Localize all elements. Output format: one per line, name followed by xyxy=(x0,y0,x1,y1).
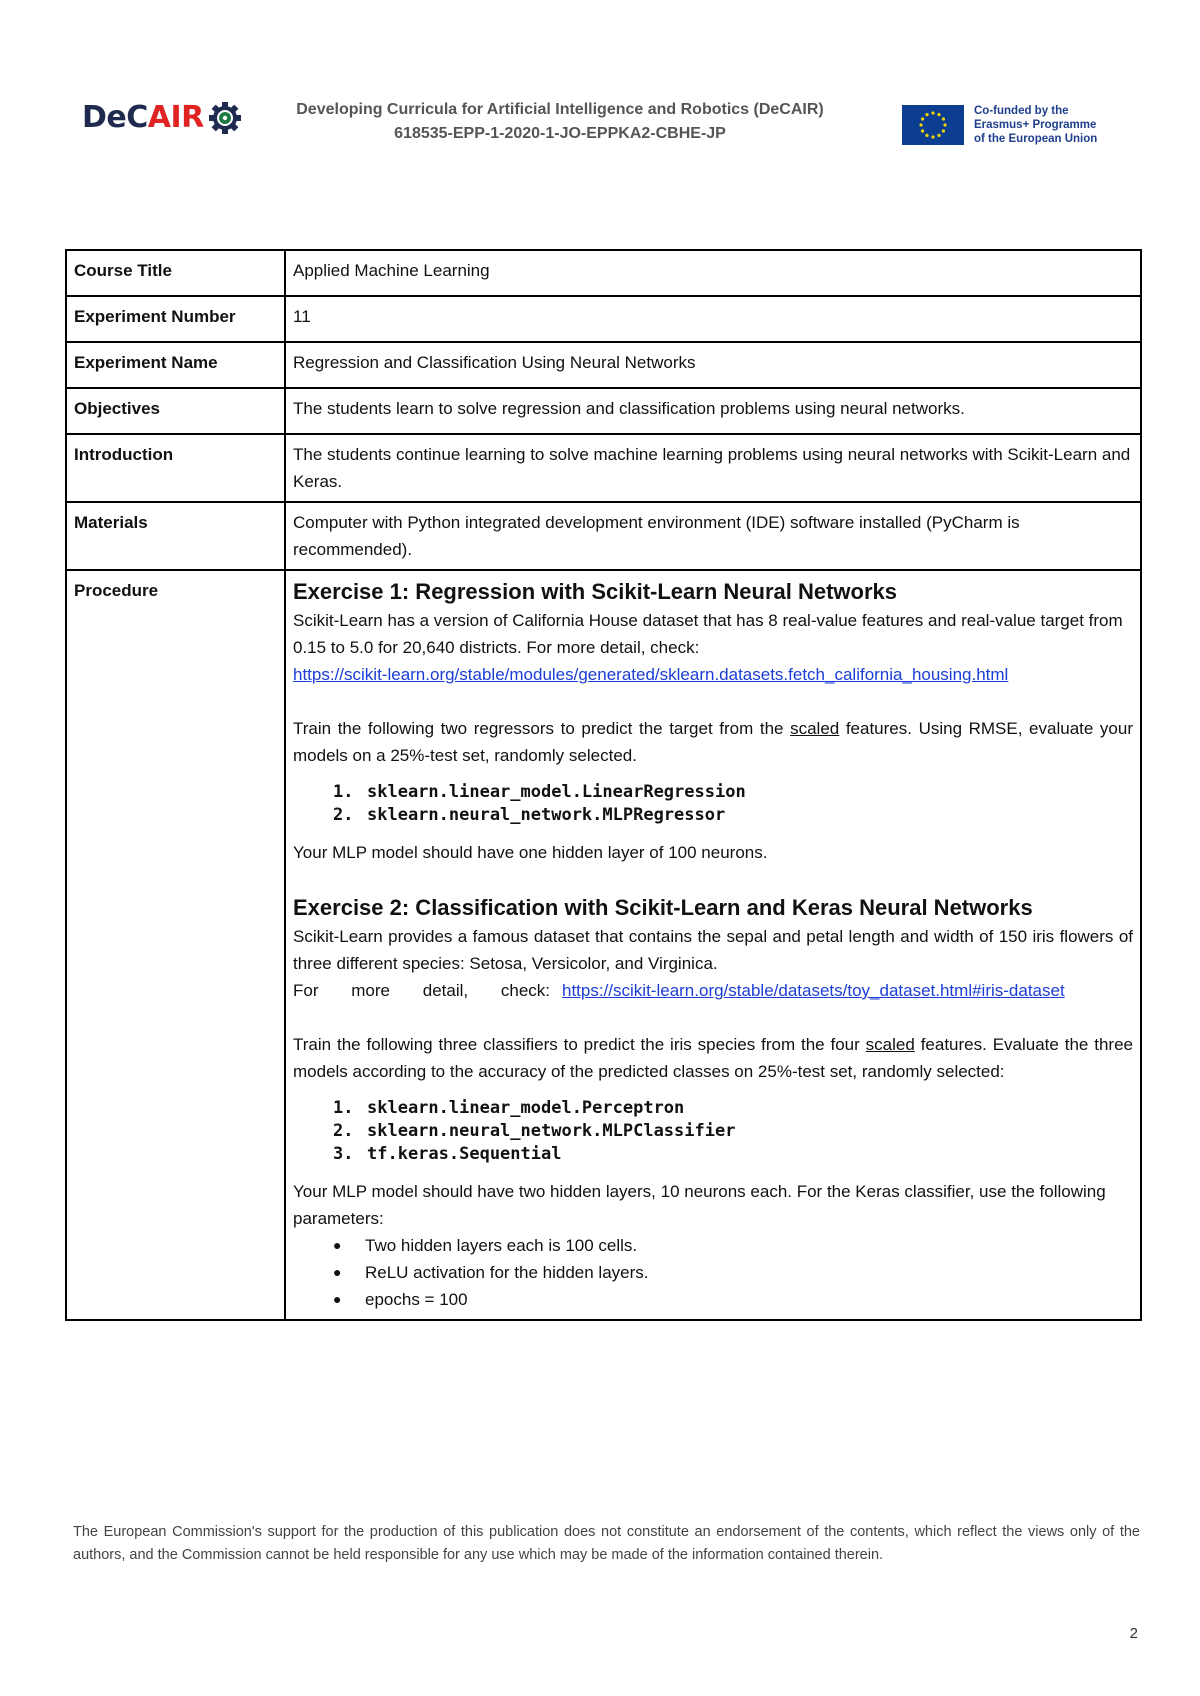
exercise-2-intro: Scikit-Learn provides a famous dataset that contains the sepal and petal length and width of 150 iris flowers of three different species: Setosa, Versicolor, and Virginica. xyxy=(293,927,1133,973)
project-title xyxy=(255,98,865,146)
exercise-1-title: Exercise 1: Regression with Scikit-Learn Neural Networks xyxy=(293,579,898,604)
eu-funding-text: Co-funded by the Erasmus+ Programme of the European Union xyxy=(974,105,1098,145)
exercise-1-intro: Scikit-Learn has a version of California House dataset that has 8 real-value features and real-value target from 0.15 to 5.0 for 20,640 districts. For more detail, check: xyxy=(293,611,1123,657)
procedure-label: Procedure xyxy=(66,570,285,1320)
materials-value: Computer with Python integrated development environment (IDE) software installed (PyCharm is recommended). xyxy=(285,502,1141,570)
decair-logo xyxy=(82,100,242,135)
exercise-1-note: Your MLP model should have one hidden layer of 100 neurons. xyxy=(293,843,768,862)
exercise-2-task: Train the following three classifiers to predict the iris species from the four scaled features. Evaluate the three models according to the accuracy of the predicted classes on 25%-test set, randomly selected: xyxy=(293,1035,1133,1081)
table-row xyxy=(66,388,1141,434)
list-item: 2. sklearn.neural_network.MLPClassifier xyxy=(333,1121,736,1141)
introduction-label: Introduction xyxy=(66,434,285,502)
eu-disclaimer: The European Commission's support for the production of this publication does not constitute an endorsement of the contents, which reflect the views only of the authors, and the Commission cannot be held responsible for any use which may be made of the information contained therein. xyxy=(73,1524,1140,1563)
procedure-content xyxy=(285,570,1141,1320)
project-code: 618535-EPP-1-2020-1-JO-EPPKA2-CBHE-JP xyxy=(394,125,726,142)
california-housing-link[interactable]: https://scikit-learn.org/stable/modules/generated/sklearn.datasets.fetch_california_housing.html xyxy=(293,665,1009,684)
table-row xyxy=(66,342,1141,388)
exercise-1-task: Train the following two regressors to predict the target from the scaled features. Using RMSE, evaluate your models on a 25%-test set, randomly selected. xyxy=(293,719,1133,765)
course-title-label: Course Title xyxy=(66,250,285,296)
exercise-2-note: Your MLP model should have two hidden layers, 10 neurons each. For the Keras classifier, use the following parameters: xyxy=(293,1182,1106,1228)
classifier-list xyxy=(333,1097,1133,1166)
course-title-value: Applied Machine Learning xyxy=(285,250,1141,296)
exercise-2-more: For more detail, check: https://scikit-learn.org/stable/datasets/toy_dataset.html#iris-dataset xyxy=(293,977,1133,1004)
experiment-name-label: Experiment Name xyxy=(66,342,285,388)
table-row xyxy=(66,570,1141,1320)
list-item: 1. sklearn.linear_model.Perceptron xyxy=(333,1098,685,1118)
list-item: 2. sklearn.neural_network.MLPRegressor xyxy=(333,805,726,825)
list-item: ● epochs = 100 xyxy=(333,1290,468,1309)
experiment-table xyxy=(65,249,1142,1321)
table-row xyxy=(66,296,1141,342)
regressor-list xyxy=(333,781,1133,827)
table-row xyxy=(66,502,1141,570)
experiment-number-value: 11 xyxy=(285,296,1141,342)
page-number: 2 xyxy=(1129,1625,1138,1642)
introduction-value: The students continue learning to solve machine learning problems using neural networks with Scikit-Learn and Keras. xyxy=(285,434,1141,502)
keras-parameter-list xyxy=(333,1232,1133,1313)
exercise-2-title: Exercise 2: Classification with Scikit-Learn and Keras Neural Networks xyxy=(293,895,1033,920)
list-item: ● Two hidden layers each is 100 cells. xyxy=(333,1236,638,1255)
list-item: 3. tf.keras.Sequential xyxy=(333,1144,562,1164)
project-name: Developing Curricula for Artificial Intelligence and Robotics (DeCAIR) xyxy=(296,101,824,118)
table-row xyxy=(66,434,1141,502)
gear-icon xyxy=(208,101,242,135)
page-header xyxy=(0,88,1200,158)
list-item: ● ReLU activation for the hidden layers. xyxy=(333,1263,649,1282)
eu-cofunded-logo xyxy=(902,104,1097,146)
list-item: 1. sklearn.linear_model.LinearRegression xyxy=(333,782,746,802)
logo-text: DeCAIR xyxy=(82,100,204,135)
iris-dataset-link[interactable]: https://scikit-learn.org/stable/datasets/toy_dataset.html#iris-dataset xyxy=(562,981,1065,1000)
table-row xyxy=(66,250,1141,296)
materials-label: Materials xyxy=(66,502,285,570)
eu-flag-icon xyxy=(902,105,964,145)
objectives-label: Objectives xyxy=(66,388,285,434)
experiment-name-value: Regression and Classification Using Neural Networks xyxy=(285,342,1141,388)
experiment-number-label: Experiment Number xyxy=(66,296,285,342)
objectives-value: The students learn to solve regression and classification problems using neural networks. xyxy=(285,388,1141,434)
